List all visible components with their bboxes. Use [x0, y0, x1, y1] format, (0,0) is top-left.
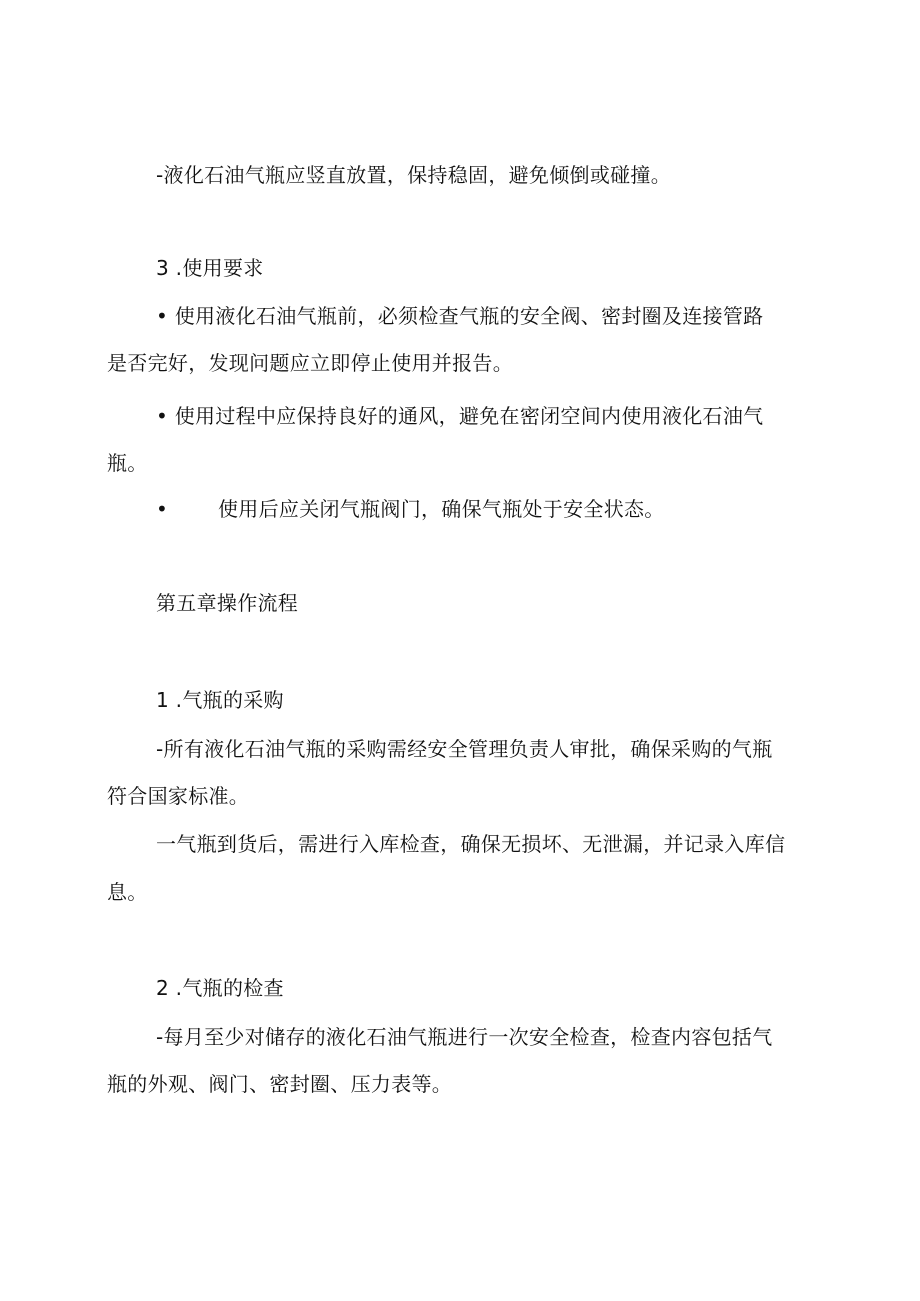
bullet-close-valve — [156, 497, 856, 521]
paragraph-procurement-line-2: 符合国家标准。 — [107, 784, 250, 808]
paragraph-procurement-line-1: -所有液化石油气瓶的采购需经安全管理负责人审批，确保采购的气瓶 — [156, 737, 773, 761]
section-heading-inspection: 2 .气瓶的检查 — [156, 976, 284, 1000]
bullet-close-valve-text: 使用后应关闭气瓶阀门，确保气瓶处于安全状态。 — [218, 497, 665, 521]
bullet-ventilation-line-2: 瓶。 — [107, 451, 148, 475]
section-heading-usage-requirements: 3 .使用要求 — [156, 256, 264, 280]
paragraph-inspection-line-2: 瓶的外观、阀门、密封圈、压力表等。 — [107, 1072, 453, 1096]
paragraph-arrival-line-2: 息。 — [107, 880, 148, 904]
paragraph-inspection-line-1: -每月至少对储存的液化石油气瓶进行一次安全检查，检查内容包括气 — [156, 1025, 773, 1049]
bullet-usage-check-line-2: 是否完好，发现问题应立即停止使用并报告。 — [107, 351, 513, 375]
bullet-dot: • — [156, 497, 168, 521]
chapter-heading-operation-process: 第五章操作流程 — [156, 591, 299, 615]
paragraph-placement-rule: -液化石油气瓶应竖直放置，保持稳固，避免倾倒或碰撞。 — [156, 163, 672, 187]
bullet-usage-check-line-1: • 使用液化石油气瓶前，必须检查气瓶的安全阀、密封圈及连接管路 — [156, 304, 764, 328]
paragraph-arrival-line-1: 一气瓶到货后，需进行入库检查，确保无损坏、无泄漏，并记录入库信 — [156, 832, 786, 856]
section-heading-procurement: 1 .气瓶的采购 — [156, 688, 284, 712]
bullet-ventilation-line-1: • 使用过程中应保持良好的通风，避免在密闭空间内使用液化石油气 — [156, 404, 764, 428]
